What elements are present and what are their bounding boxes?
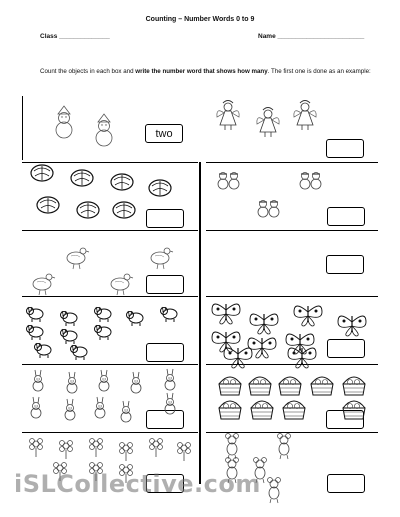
mouse-icon (268, 478, 281, 504)
watermark-logo: iSLCollective.com (14, 470, 261, 498)
basket-icon (343, 401, 365, 419)
pig-icon (95, 325, 112, 340)
pig-icon (161, 307, 178, 322)
snowman-pair-icon (218, 173, 239, 190)
flower-bug-icon (60, 441, 73, 460)
bunny-icon (67, 372, 77, 393)
name-field[interactable]: Name ________________________ (258, 33, 365, 40)
flower-bug-icon (30, 439, 43, 458)
fairy-icon (217, 101, 239, 131)
mouse-icon (278, 434, 291, 460)
butterfly-icon (294, 306, 322, 326)
bunny-icon (165, 369, 175, 390)
quail-icon (33, 274, 55, 295)
pig-icon (61, 329, 78, 344)
pig-icon (27, 307, 44, 322)
quail-icon (151, 248, 173, 269)
butterfly-icon (288, 348, 316, 368)
quail-icon (67, 248, 89, 269)
bunny-icon (95, 397, 105, 418)
basket-icon (279, 377, 301, 395)
butterfly-icon (286, 334, 314, 354)
snowman-icon (96, 114, 112, 146)
flower-bug-icon (178, 443, 191, 462)
cabbage-icon (77, 202, 99, 218)
cabbage-icon (111, 174, 133, 190)
instructions-bold: write the number word that shows how many (135, 68, 268, 75)
pig-icon (127, 311, 144, 326)
basket-icon (219, 377, 241, 395)
bunny-icon (165, 393, 175, 414)
bunny-icon (99, 370, 109, 391)
pig-icon (61, 311, 78, 326)
quail-icon (111, 274, 133, 295)
pig-icon (95, 307, 112, 322)
cabbage-icon (71, 170, 93, 186)
butterfly-icon (338, 316, 366, 336)
mouse-icon (226, 434, 239, 460)
bunny-icon (31, 397, 41, 418)
class-field[interactable]: Class ______________ (40, 33, 110, 40)
butterfly-icon (250, 314, 278, 334)
page-title: Counting – Number Words 0 to 9 (145, 16, 255, 23)
flower-bug-icon (90, 439, 103, 458)
bunny-icon (65, 399, 75, 420)
cabbage-icon (37, 197, 59, 213)
basket-icon (283, 401, 305, 419)
pig-icon (35, 343, 52, 358)
basket-icon (251, 401, 273, 419)
pig-icon (27, 325, 44, 340)
basket-icon (311, 377, 333, 395)
basket-icon (249, 377, 271, 395)
bunny-icon (121, 401, 131, 422)
fairy-icon (257, 108, 279, 138)
bunny-icon (131, 372, 141, 393)
instructions-part2: . The first one is done as an example: (267, 68, 371, 75)
answer-box-example: two (145, 124, 183, 143)
pig-icon (71, 345, 88, 360)
cabbage-icon (113, 202, 135, 218)
snowman-pair-icon (300, 173, 321, 190)
cabbage-icon (149, 180, 171, 196)
basket-icon (219, 401, 241, 419)
instructions-part1: Count the objects in each box and (40, 68, 136, 75)
fairy-icon (294, 101, 316, 131)
butterfly-icon (212, 332, 240, 352)
cabbage-icon (31, 165, 53, 181)
flower-bug-icon (150, 439, 163, 458)
butterfly-icon (212, 304, 240, 324)
basket-icon (343, 377, 365, 395)
bunny-icon (33, 370, 43, 391)
snowman-icon (56, 106, 72, 138)
flower-bug-icon (120, 443, 133, 462)
snowman-pair-icon (258, 201, 279, 218)
